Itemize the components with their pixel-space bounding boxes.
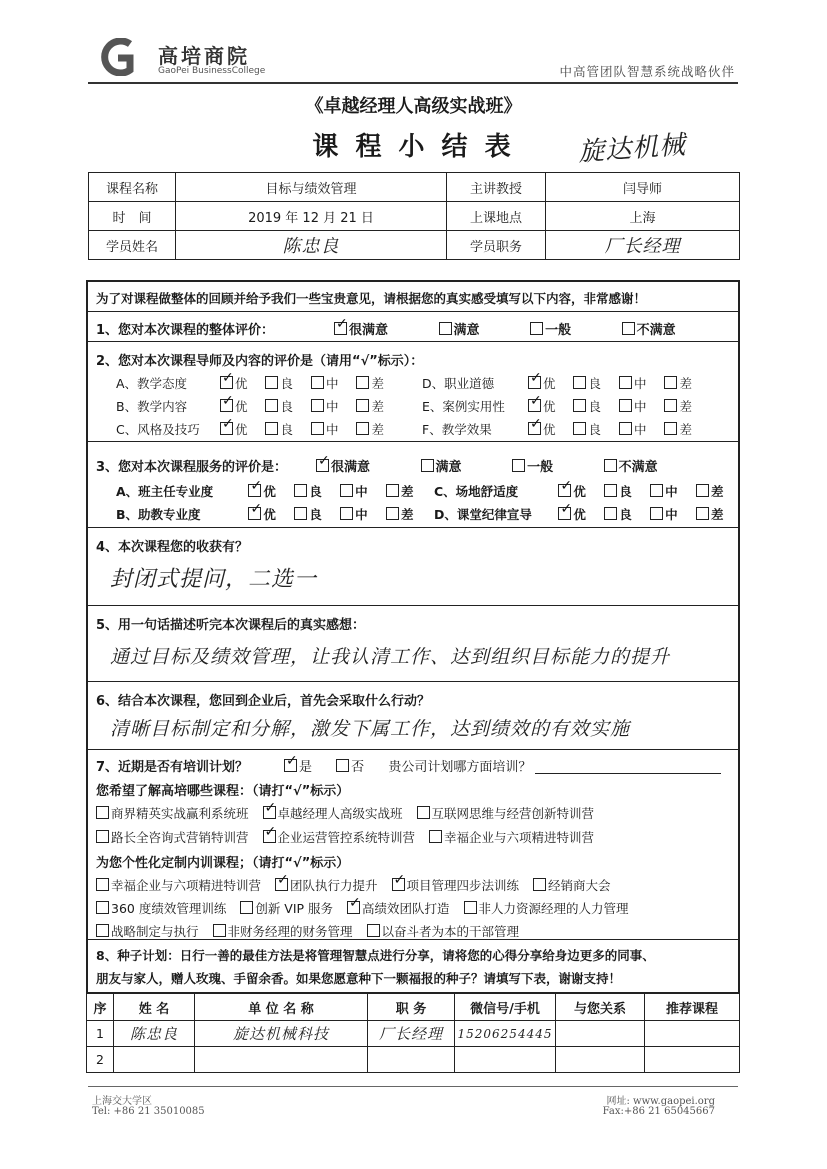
q2-d-excellent[interactable]: ✓ 优: [528, 374, 556, 392]
q2-e-poor[interactable]: 差: [664, 397, 692, 415]
q2-row-e: E、案例实用性 ✓ 优 良 中 差: [422, 397, 706, 415]
q7-custom-row-3: [96, 922, 533, 940]
q5-section: [88, 606, 738, 682]
q2-f-fair[interactable]: 中: [619, 420, 647, 438]
questionnaire: [86, 280, 740, 994]
seed-table: [86, 993, 740, 1073]
q7-custom-title: 为您个性化定制内训课程；（请打“√”标示）: [96, 856, 350, 871]
header-rule: [88, 82, 738, 84]
custom-option[interactable]: 战略制定与执行: [96, 922, 199, 940]
intro-section: [88, 282, 738, 312]
q3-satisfied[interactable]: 满意: [421, 456, 462, 475]
q6-answer: 清晰目标制定和分解，激发下属工作，达到绩效的有效实施: [110, 718, 631, 740]
q6-label: 6、结合本次课程，您回到企业后，首先会采取什么行动？: [96, 694, 431, 709]
q3-a-excellent[interactable]: ✓ 优: [248, 482, 276, 500]
seed-header-row: [87, 994, 740, 1021]
q4-label: 4、本次课程您的收获有？: [96, 540, 249, 555]
logo: [96, 38, 154, 76]
footer-website[interactable]: 网址: www.gaopei.org: [606, 1096, 715, 1107]
q7-which-label: 贵公司计划哪方面培训？: [388, 760, 532, 775]
q2-a-excellent[interactable]: ✓ 优: [220, 374, 248, 392]
location-value: 上海: [546, 202, 740, 231]
lecturer-label: 主讲教授: [447, 173, 546, 202]
row-course[interactable]: [645, 1047, 740, 1073]
course-option[interactable]: ✓ 卓越经理人高级实战班: [263, 804, 403, 822]
q2-row-f: F、教学效果 ✓ 优 良 中 差: [422, 420, 706, 438]
q3-a-fair[interactable]: 中: [340, 482, 368, 500]
q2-c-good[interactable]: 良: [265, 420, 293, 438]
q3-c-poor[interactable]: 差: [696, 482, 724, 500]
q3-b-poor[interactable]: 差: [386, 505, 414, 523]
location-label: 上课地点: [447, 202, 546, 231]
q3-c-excellent[interactable]: ✓ 优: [558, 482, 586, 500]
q1-very-satisfied[interactable]: ✓ 很满意: [334, 319, 388, 338]
logo-cn: 高培商院: [158, 44, 250, 68]
course-option[interactable]: 路长全咨询式营销特训营: [96, 828, 249, 846]
custom-option[interactable]: ✓ 项目管理四步法训练: [392, 876, 520, 894]
custom-option[interactable]: 幸福企业与六项精进特训营: [96, 876, 261, 894]
custom-option[interactable]: ✓ 团队执行力提升: [275, 876, 378, 894]
q7-courses-title: 您希望了解高培哪些课程：（请打“√”标示）: [96, 784, 350, 799]
logo-en: GaoPei BusinessCollege: [158, 66, 266, 76]
q4-section: [88, 528, 738, 606]
q3-b-excellent[interactable]: ✓ 优: [248, 505, 276, 523]
q2-row-c: C、风格及技巧 ✓ 优 良 中 差: [116, 420, 398, 438]
custom-option[interactable]: 非财务经理的财务管理: [213, 922, 353, 940]
q3-row-b: B、助教专业度 ✓ 优 良 中 差: [116, 505, 428, 523]
col-no: 序: [87, 994, 114, 1021]
q7-course-row-1: [96, 804, 608, 822]
q7-section: [88, 750, 738, 940]
info-table: [88, 172, 740, 260]
row-course[interactable]: [645, 1021, 740, 1047]
q2-c-fair[interactable]: 中: [311, 420, 339, 438]
course-series-title: 《卓越经理人高级实战班》: [305, 96, 522, 117]
q7-which-field[interactable]: [535, 759, 721, 774]
q3-unsatisfied[interactable]: 不满意: [604, 456, 658, 475]
q3-c-good[interactable]: 良: [604, 482, 632, 500]
time-label: 时 间: [89, 202, 176, 231]
q7-yes[interactable]: ✓ 是: [284, 756, 312, 775]
q7-custom-row-2: [96, 899, 643, 917]
row-name[interactable]: [114, 1047, 195, 1073]
q2-b-fair[interactable]: 中: [311, 397, 339, 415]
q2-label: 2、您对本次课程导师及内容的评价是（请用“√”标示）：: [96, 354, 424, 369]
form-title: 课 程 小 结 表: [312, 132, 515, 162]
student-label: 学员姓名: [89, 231, 176, 260]
q1-average[interactable]: 一般: [530, 319, 571, 338]
col-contact: 微信号/手机: [455, 994, 556, 1021]
q3-d-poor[interactable]: 差: [696, 505, 724, 523]
course-option[interactable]: 商界精英实战赢利系统班: [96, 804, 249, 822]
q2-a-poor[interactable]: 差: [356, 374, 384, 392]
footer-fax: Fax:+86 21 65045667: [602, 1106, 715, 1117]
row-company[interactable]: [195, 1047, 368, 1073]
course-option[interactable]: 互联网思维与经营创新特训营: [417, 804, 595, 822]
q1-satisfied[interactable]: 满意: [439, 319, 480, 338]
q3-c-fair[interactable]: 中: [650, 482, 678, 500]
course-name-label: 课程名称: [89, 173, 176, 202]
q2-a-fair[interactable]: 中: [311, 374, 339, 392]
custom-option[interactable]: 360 度绩效管理训练: [96, 899, 226, 917]
custom-option[interactable]: ✓ 高绩效团队打造: [347, 899, 450, 917]
q2-e-fair[interactable]: 中: [619, 397, 647, 415]
position-value: 厂长经理: [546, 231, 740, 260]
q3-b-good[interactable]: 良: [294, 505, 322, 523]
q6-section: [88, 682, 738, 750]
course-name-value: 目标与绩效管理: [176, 173, 447, 202]
footer-campus: 上海交大学区: [92, 1096, 152, 1107]
q3-row-d: D、课堂纪律宣导 ✓ 优 良 中 差: [434, 505, 738, 523]
custom-option[interactable]: 创新 VIP 服务: [240, 899, 333, 917]
row-relation[interactable]: [556, 1047, 645, 1073]
q3-b-fair[interactable]: 中: [340, 505, 368, 523]
q1-unsatisfied[interactable]: 不满意: [622, 319, 676, 338]
time-value: 2019 年 12 月 21 日: [176, 202, 447, 231]
q3-d-good[interactable]: 良: [604, 505, 632, 523]
q2-b-good[interactable]: 良: [265, 397, 293, 415]
q2-c-poor[interactable]: 差: [356, 420, 384, 438]
custom-option[interactable]: 非人力资源经理的人力管理: [464, 899, 629, 917]
col-course: 推荐课程: [645, 994, 740, 1021]
q2-f-good[interactable]: 良: [573, 420, 601, 438]
lecturer-value: 闫导师: [546, 173, 740, 202]
q2-row-d: D、职业道德 ✓ 优 良 中 差: [422, 374, 706, 392]
handwritten-company: 旋达机械: [577, 130, 688, 168]
row-title[interactable]: [368, 1047, 455, 1073]
q2-c-excellent[interactable]: ✓ 优: [220, 420, 248, 438]
q2-b-poor[interactable]: 差: [356, 397, 384, 415]
q2-d-poor[interactable]: 差: [664, 374, 692, 392]
q2-row-a: A、教学态度 ✓ 优 良 中 差: [116, 374, 398, 392]
row-company[interactable]: 旋达机械科技: [195, 1021, 368, 1047]
col-name: 姓 名: [114, 994, 195, 1021]
course-option[interactable]: 幸福企业与六项精进特训营: [429, 828, 594, 846]
q1-section: [88, 312, 738, 342]
q5-answer: 通过目标及绩效管理，让我认清工作、达到组织目标能力的提升: [110, 646, 671, 668]
custom-option[interactable]: 经销商大会: [533, 876, 611, 894]
q3-row-c: C、场地舒适度 ✓ 优 良 中 差: [434, 482, 738, 500]
row-no: 1: [87, 1021, 114, 1047]
q2-d-fair[interactable]: 中: [619, 374, 647, 392]
q2-f-excellent[interactable]: ✓ 优: [528, 420, 556, 438]
q3-d-excellent[interactable]: ✓ 优: [558, 505, 586, 523]
q3-a-poor[interactable]: 差: [386, 482, 414, 500]
q7-label: 7、近期是否有培训计划？: [96, 760, 249, 775]
q2-a-good[interactable]: 良: [265, 374, 293, 392]
q8-text-2: 朋友与家人，赠人玫瑰、手留余香。如果您愿意种下一颗福报的种子？请填写下表，谢谢支持！: [96, 971, 622, 986]
row-relation[interactable]: [556, 1021, 645, 1047]
footer-rule: [88, 1086, 738, 1087]
col-relation: 与您关系: [556, 994, 645, 1021]
tagline: 中高管团队智慧系统战略伙伴: [559, 64, 735, 79]
student-value: 陈忠良: [176, 231, 447, 260]
row-no: 2: [87, 1047, 114, 1073]
custom-option[interactable]: 以奋斗者为本的干部管理: [367, 922, 520, 940]
q2-d-good[interactable]: 良: [573, 374, 601, 392]
position-label: 学员职务: [447, 231, 546, 260]
table-row: [87, 1021, 740, 1047]
col-company: 单 位 名 称: [195, 994, 368, 1021]
q2-section: [88, 342, 738, 442]
q7-course-row-2: [96, 828, 608, 846]
q3-section: [88, 442, 738, 528]
q3-row-a: A、班主任专业度 ✓ 优 良 中 差: [116, 482, 428, 500]
q2-row-b: B、教学内容 ✓ 优 良 中 差: [116, 397, 398, 415]
intro-text: 为了对课程做整体的回顾并给予我们一些宝贵意见，请根据您的真实感受填写以下内容，非常感谢！: [96, 291, 647, 306]
q3-average[interactable]: 一般: [512, 456, 553, 475]
q7-custom-row-1: [96, 876, 625, 894]
row-name[interactable]: 陈忠良: [114, 1021, 195, 1047]
q5-label: 5、用一句话描述听完本次课程后的真实感想：: [96, 618, 366, 633]
q1-label: 1、您对本次课程的整体评价：: [96, 323, 275, 338]
row-contact[interactable]: [455, 1047, 556, 1073]
table-row: [87, 1047, 740, 1073]
q4-answer: 封闭式提问，二选一: [110, 567, 318, 592]
footer-tel: Tel: +86 21 35010085: [92, 1106, 205, 1117]
q2-b-excellent[interactable]: ✓ 优: [220, 397, 248, 415]
course-option[interactable]: ✓ 企业运营管控系统特训营: [263, 828, 416, 846]
q7-no[interactable]: 否: [336, 756, 364, 775]
q3-label: 3、您对本次课程服务的评价是：: [96, 460, 288, 475]
q3-a-good[interactable]: 良: [294, 482, 322, 500]
q8-text-1: 8、种子计划：日行一善的最佳方法是将管理智慧点进行分享，请将您的心得分享给身边更多的同事、: [96, 948, 655, 963]
q2-e-excellent[interactable]: ✓ 优: [528, 397, 556, 415]
q3-d-fair[interactable]: 中: [650, 505, 678, 523]
q2-e-good[interactable]: 良: [573, 397, 601, 415]
q3-very-satisfied[interactable]: ✓ 很满意: [316, 456, 370, 475]
row-title[interactable]: 厂长经理: [368, 1021, 455, 1047]
col-title: 职 务: [368, 994, 455, 1021]
q2-f-poor[interactable]: 差: [664, 420, 692, 438]
q8-section: [88, 940, 738, 992]
row-contact[interactable]: 15206254445: [455, 1021, 556, 1047]
